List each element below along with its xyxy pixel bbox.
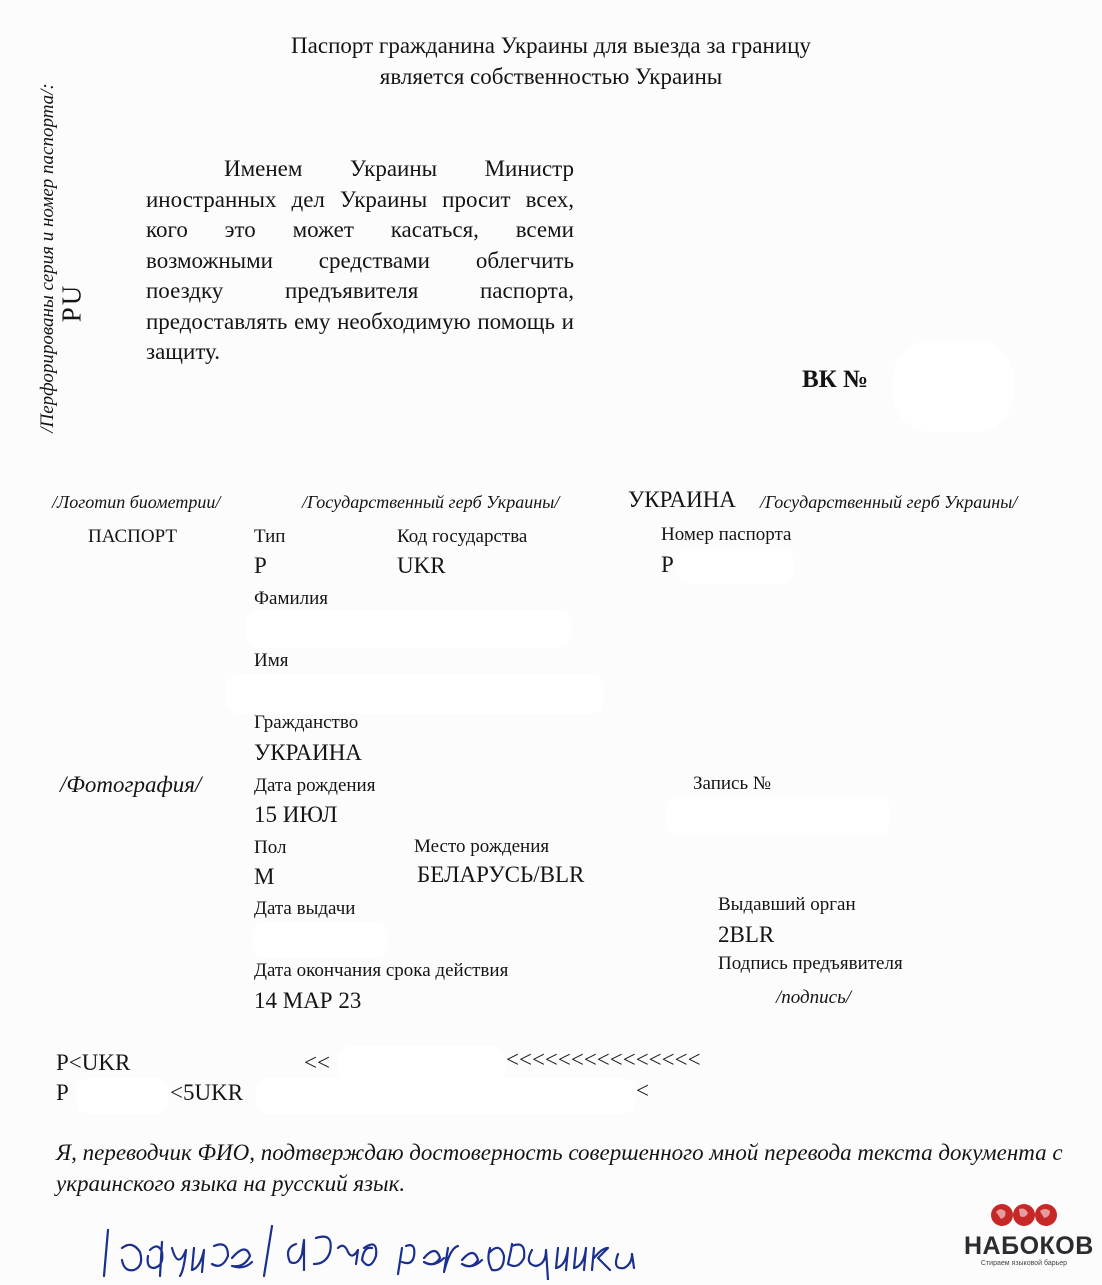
sex-value: M bbox=[254, 864, 275, 889]
logo-wordmark: НАБОКОВ bbox=[964, 1232, 1094, 1260]
redacted-mrz-number bbox=[76, 1078, 168, 1114]
mrz-line-1-start: P<UKR bbox=[56, 1050, 131, 1075]
mrz-line-1-end: <<<<<<<<<<<<<<< bbox=[506, 1047, 701, 1072]
passport-number-label: Номер паспорта bbox=[661, 524, 792, 545]
coat-of-arms-left: /Государственный герб Украины/ bbox=[302, 492, 560, 512]
dob-value: 15 ИЮЛ bbox=[254, 802, 338, 827]
redacted-given-name bbox=[226, 674, 604, 714]
redacted-issue-date bbox=[252, 922, 388, 958]
place-of-birth-value: БЕЛАРУСЬ/BLR bbox=[417, 862, 585, 887]
nationality-label: Гражданство bbox=[254, 712, 359, 733]
mrz-line-2-start: P bbox=[56, 1080, 69, 1105]
redacted-mrz-data bbox=[256, 1078, 636, 1114]
redacted-record-number bbox=[666, 796, 890, 836]
document-header bbox=[0, 30, 1102, 92]
type-value: P bbox=[254, 553, 267, 578]
globe-icon bbox=[988, 1202, 1060, 1228]
record-number-label: Запись № bbox=[693, 773, 772, 794]
redacted-series-number bbox=[892, 340, 1014, 432]
ministry-request: Именем Украины Министр иностранных дел Украины просит всех, кого это может касаться, всеми возможными средствами облегчить поездку предъявителя паспорта, предоставлять ему необходимую помощь и защиту. bbox=[146, 156, 574, 364]
issue-date-label: Дата выдачи bbox=[254, 898, 356, 919]
redacted-mrz-name bbox=[338, 1046, 506, 1082]
given-name-label: Имя bbox=[254, 650, 289, 671]
mrz-line-1-mid: << bbox=[304, 1050, 330, 1075]
mrz-line-2-mid: <5UKR bbox=[170, 1080, 244, 1105]
coat-of-arms-right: /Государственный герб Украины/ bbox=[760, 492, 1018, 512]
perforation-note: /Перфорированы серия и номер паспорта/: bbox=[37, 83, 58, 433]
header-line-2: является собственностью Украины bbox=[379, 64, 723, 89]
country-title: УКРАИНА bbox=[628, 487, 736, 512]
translator-handwritten-signature bbox=[102, 1218, 782, 1285]
state-code-label: Код государства bbox=[397, 526, 528, 547]
biometric-logo-note: /Логотип биометрии/ bbox=[52, 492, 221, 512]
nabokov-logo bbox=[964, 1202, 1094, 1267]
state-code-value: UKR bbox=[397, 553, 446, 578]
redacted-passport-number bbox=[676, 548, 794, 584]
redacted-surname bbox=[246, 610, 572, 648]
logo-slogan: Стираем языковой барьер bbox=[980, 1260, 1068, 1267]
passport-number-value: P bbox=[661, 552, 674, 577]
issuing-authority-value: 2BLR bbox=[718, 922, 775, 947]
surname-label: Фамилия bbox=[254, 588, 329, 609]
expiry-date-label: Дата окончания срока действия bbox=[254, 960, 509, 981]
document-title: ПАСПОРТ bbox=[88, 526, 178, 547]
holder-signature-label: Подпись предъявителя bbox=[718, 953, 903, 974]
holder-signature-note: /подпись/ bbox=[776, 987, 851, 1008]
sex-label: Пол bbox=[254, 837, 287, 858]
series-code: PU bbox=[56, 283, 87, 323]
series-number-label: ВК № bbox=[802, 366, 869, 393]
expiry-date-value: 14 МАР 23 bbox=[254, 988, 362, 1013]
photo-placeholder-note: /Фотография/ bbox=[60, 772, 202, 797]
translator-certification: Я, переводчик ФИО, подтверждаю достоверность совершенного мной перевода текста документа с украинского языка на русский язык. bbox=[56, 1140, 1063, 1196]
dob-label: Дата рождения bbox=[254, 775, 376, 796]
issuing-authority-label: Выдавший орган bbox=[718, 894, 856, 915]
handwritten-signature-drawing bbox=[102, 1218, 782, 1280]
nationality-value: УКРАИНА bbox=[254, 740, 362, 765]
type-label: Тип bbox=[254, 526, 286, 547]
mrz-line-2-end: < bbox=[636, 1078, 649, 1103]
header-line-1: Паспорт гражданина Украины для выезда за границу bbox=[291, 33, 811, 58]
place-of-birth-label: Место рождения bbox=[414, 836, 550, 857]
